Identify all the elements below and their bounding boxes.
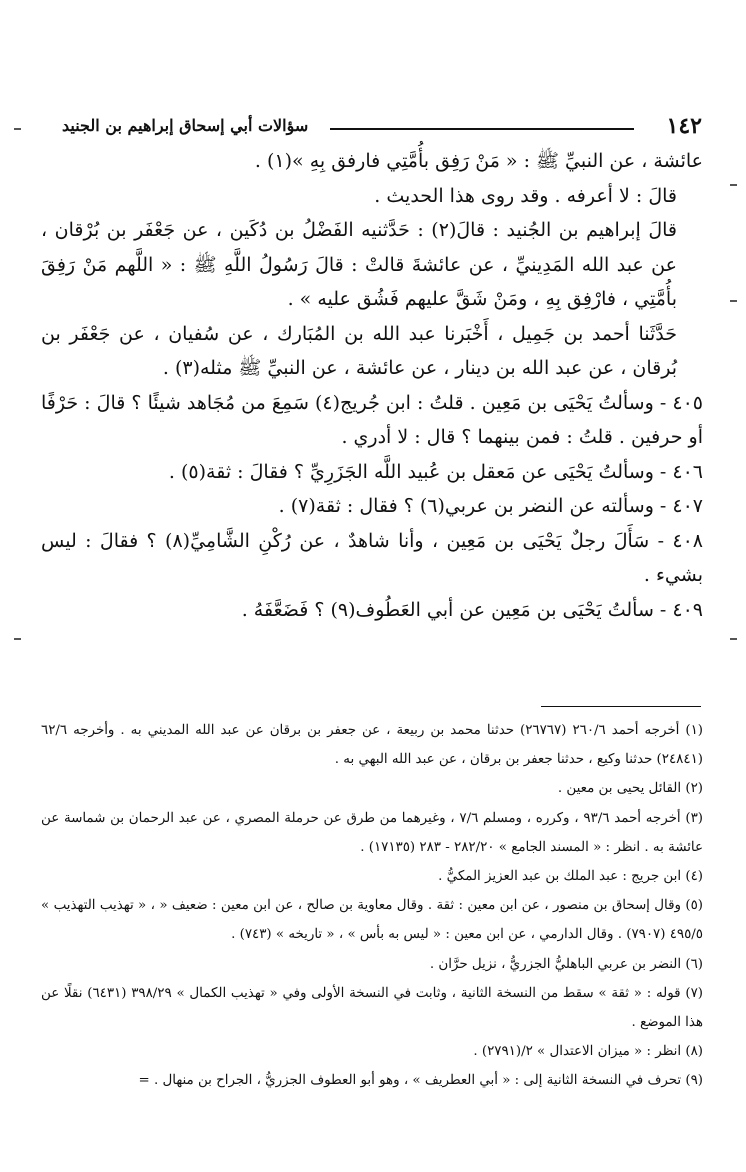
text-paragraph: حَدَّثَنا أحمد بن جَمِيل ، أَخْبَرنا عبد الله بن المُبَارك ، عن سُفيان ، عن جَعْفَر بن بُرقان ، عن عبد الله بن دينار ، عن عائشة ، عن النبيِّ ﷺ مثله(٣) . — [41, 322, 677, 379]
footnote-7: (٧) قوله : « ثقة » سقط من النسخة الثانية ، وثابت في النسخة الأولى وفي « تهذيب الكمال » ٣٩٨/٢٩ (٦٤٣١) نقلًا عن هذا الموضع . — [41, 985, 704, 1031]
footnote-5: (٥) وقال إسحاق بن منصور ، عن ابن معين : ثقة . وقال معاوية بن صالح ، عن ابن معين : ضعيف « ، « تهذيب التهذيب » ٤٩٥/٥ (٧٩٠٧) . وقال الدارمي ، عن ابن معين : « ليس به بأس » ، « تاريخه » (٧٤٣) . — [41, 898, 703, 943]
numbered-entry-407: ٤٠٧ - وسألته عن النضر بن عربي(٦) ؟ فقال : ثقة(٧) . — [278, 495, 703, 517]
header-rule — [330, 128, 634, 130]
text-paragraph: قالَ : لا أعرفه . وقد روى هذا الحديث . — [374, 184, 677, 207]
text-paragraph: عائشة ، عن النبيِّ ﷺ : « مَنْ رَفِق بأُمَّتِي فارفق بِهِ »(١) . — [254, 150, 703, 172]
footnote-1: (١) أخرجه أحمد ٢٦٠/٦ (٢٦٧٦٧) حدثنا محمد بن ربيعة ، عن جعفر بن برقان عن عبد الله المديني به . وأخرجه ٦٢/٦ (٢٤٨٤١) حدثنا وكيع ، حدثنا جعفر بن برقان ، عن عبد الله البهي به . — [41, 723, 703, 768]
margin-mark — [730, 300, 737, 302]
margin-mark — [14, 128, 21, 130]
numbered-entry-409: ٤٠٩ - سألتُ يَحْيَى بن مَعِين عن أبي العَطُوف(٩) ؟ فَضَعَّفَهُ . — [241, 598, 703, 621]
footnotes — [41, 716, 703, 1096]
margin-mark — [14, 638, 21, 640]
footnote-9: (٩) تحرف في النسخة الثانية إلى : « أبي العطريف » ، وهو أبو العطوف الجزريُّ ، الجراح بن منهال . = — [138, 1073, 703, 1089]
margin-mark — [730, 184, 737, 186]
footnote-separator — [541, 706, 701, 707]
margin-mark — [730, 638, 737, 640]
running-title: سؤالات أبي إسحاق إبراهيم بن الجنيد — [62, 116, 309, 135]
footnote-6: (٦) النضر بن عربي الباهليُّ الجزريُّ ، نزيل حرَّان . — [429, 956, 703, 972]
numbered-entry-406: ٤٠٦ - وسألتُ يَحْيَى عن مَعقل بن عُبيد اللَّه الجَزَرِيِّ ؟ فقالَ : ثقة(٥) . — [168, 460, 703, 483]
footnote-4: (٤) ابن جريج : عبد الملك بن عبد العزيز المكيُّ . — [438, 869, 703, 885]
footnote-2: (٢) القائل يحيى بن معين . — [557, 781, 703, 797]
main-text — [41, 144, 703, 627]
text-paragraph: قالَ إبراهيم بن الجُنيد : قالَ(٢) : حَدَّثنيه الفَضْلُ بن دُكَين ، عن جَعْفَر بن بُرْقان ، عن عبد الله المَدِينيِّ ، عن عائشةَ قالتْ : قالَ رَسُولُ اللَّهِ ﷺ : « اللَّهم مَنْ رَفِقَ بأُمَّتِي ، فارْفِق بِهِ ، ومَنْ شَقَّ عليهم فَشُق عليه » . — [41, 219, 677, 310]
page-header — [62, 113, 702, 139]
numbered-entry-405: ٤٠٥ - وسألتُ يَحْيَى بن مَعِين . قلتُ : ابن جُريج(٤) سَمِعَ من مُجَاهد شيئًا ؟ قالَ : حَرْفًا أو حرفين . قلتُ : فمن بينهما ؟ قال : لا أدري . — [41, 391, 703, 448]
footnote-8: (٨) انظر : « ميزان الاعتدال » ٢/(٢٧٩١) . — [473, 1044, 703, 1060]
footnote-3: (٣) أخرجه أحمد ٩٣/٦ ، وكرره ، ومسلم ٧/٦ ، وغيرهما من طرق عن حرملة المصري ، عن عبد الرحمان بن شماسة عن عائشة به . انظر : « المسند الجامع » ٢٨٢/٢٠ - ٢٨٣ (١٧١٣٥) . — [41, 810, 703, 855]
numbered-entry-408: ٤٠٨ - سَأَلَ رجلٌ يَحْيَى بن مَعِين ، وأنا شاهدٌ ، عن رُكْنِ الشَّامِيِّ(٨) ؟ فقالَ : ليس بشيء . — [41, 529, 704, 586]
page-number: ١٤٢ — [666, 113, 702, 139]
